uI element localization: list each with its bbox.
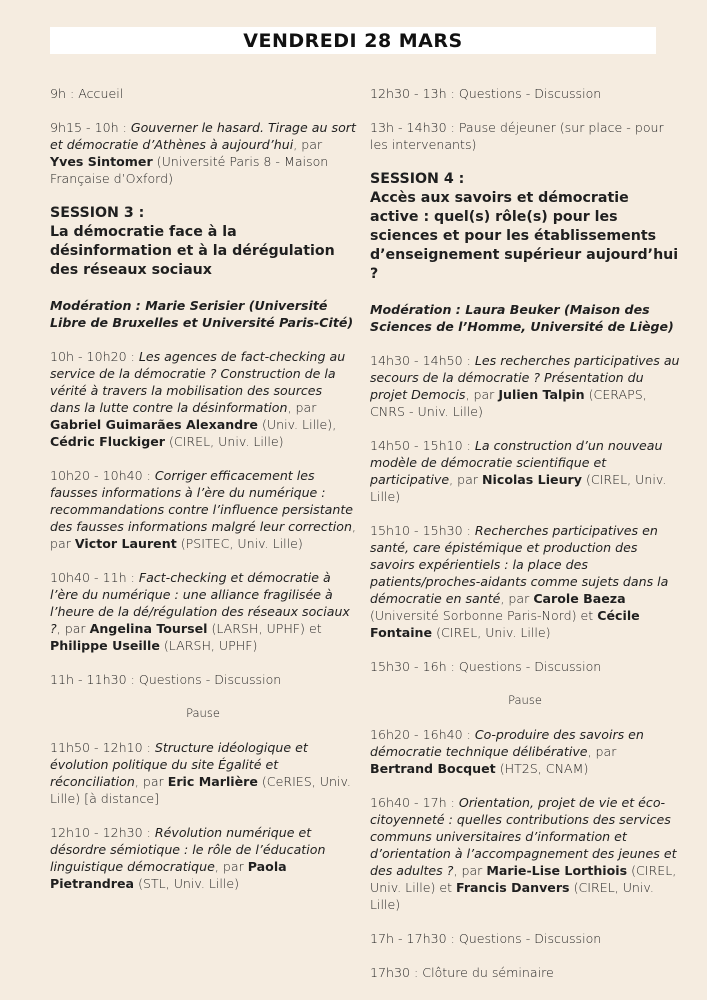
program-item: 12h10 - 12h30 : Révolution numérique et désordre sémiotique : le rôle de l’éducation linguistique démocratique, par Paola Pietrandrea (STL, Univ. Lille) bbox=[50, 825, 326, 891]
program-item: 16h40 - 17h : Orientation, projet de vie et éco-citoyenneté : quelles contributions des services communs universitaires d’information et d’orientation à l’accompagnement des jeunes et des adultes ?, par Marie-Lise Lorthiois (CIREL, Univ. Lille) et Francis Danvers (CIREL, Univ. Lille) bbox=[370, 795, 677, 912]
questions-discussion: 15h30 - 16h : Questions - Discussion bbox=[370, 659, 602, 674]
closing: 17h30 : Clôture du séminaire bbox=[370, 965, 554, 980]
program-item: 16h20 - 16h40 : Co-produire des savoirs en démocratie technique délibérative, par Bertrand Bocquet (HT2S, CNAM) bbox=[370, 727, 644, 776]
speaker-name: Angelina Toursel bbox=[89, 621, 208, 636]
questions-discussion: 17h - 17h30 : Questions - Discussion bbox=[370, 931, 602, 946]
speaker-name: Cédric Fluckiger bbox=[50, 434, 165, 449]
questions-discussion: 11h - 11h30 : Questions - Discussion bbox=[50, 672, 282, 687]
lunch-break: 13h - 14h30 : Pause déjeuner (sur place - pour les intervenants) bbox=[370, 120, 664, 152]
session-3-heading: SESSION 3 : La démocratie face à la désinformation et à la dérégulation des réseaux sociaux bbox=[50, 205, 335, 278]
day-header bbox=[50, 27, 656, 54]
right-column bbox=[370, 85, 680, 998]
program-item: 14h30 - 14h50 : Les recherches participatives au secours de la démocratie ? Présentation du projet Democis, par Julien Talpin (CERAPS, CNRS - Univ. Lille) bbox=[370, 353, 680, 419]
speaker-name: Eric Marlière bbox=[167, 774, 258, 789]
speaker-name: Victor Laurent bbox=[74, 536, 177, 551]
speaker-name: Nicolas Lieury bbox=[482, 472, 582, 487]
speaker-name: Bertrand Bocquet bbox=[370, 761, 496, 776]
program-item-accueil: 9h : Accueil bbox=[50, 86, 124, 101]
pause: Pause bbox=[508, 693, 542, 707]
speaker-name: Philippe Useille bbox=[50, 638, 160, 653]
day-title: VENDREDI 28 MARS bbox=[243, 29, 463, 52]
speaker-name: Yves Sintomer bbox=[50, 154, 153, 169]
session-4-heading: SESSION 4 : Accès aux savoirs et démocratie active : quel(s) rôle(s) pour les sciences et pour les établissements d’enseignement supérieur aujourd’hui ? bbox=[370, 171, 679, 282]
moderation: Modération : Marie Serisier (Université Libre de Bruxelles et Université Paris-Cité) bbox=[50, 298, 354, 330]
program-item: 11h50 - 12h10 : Structure idéologique et évolution politique du site Égalité et réconciliation, par Eric Marlière (CeRIES, Univ. Lille) [à distance] bbox=[50, 740, 351, 806]
speaker-name: Marie-Lise Lorthiois bbox=[486, 863, 628, 878]
questions-discussion: 12h30 - 13h : Questions - Discussion bbox=[370, 86, 602, 101]
program-item: 9h15 - 10h : Gouverner le hasard. Tirage au sort et démocratie d’Athènes à aujourd’hui, par Yves Sintomer (Université Paris 8 - Maison Française d’Oxford) bbox=[50, 120, 356, 186]
program-item: 10h20 - 10h40 : Corriger efficacement les fausses informations à l’ère du numérique : recommandations contre l’influence persistante des fausses informations malgré leur correction, par Victor Laurent (PSITEC, Univ. Lille) bbox=[50, 468, 356, 551]
speaker-name: Carole Baeza bbox=[533, 591, 626, 606]
speaker-name: Gabriel Guimarães Alexandre bbox=[50, 417, 258, 432]
pause: Pause bbox=[186, 706, 220, 720]
speaker-name: Paola Pietrandrea bbox=[50, 859, 287, 891]
program-item: 10h - 10h20 : Les agences de fact-checking au service de la démocratie ? Construction de la vérité à travers la mobilisation des sources dans la lutte contre la désinformation, par Gabriel Guimarães Alexandre (Univ. Lille), Cédric Fluckiger (CIREL, Univ. Lille) bbox=[50, 349, 346, 449]
speaker-name: Julien Talpin bbox=[498, 387, 585, 402]
speaker-name: Cécile Fontaine bbox=[370, 608, 640, 640]
moderation: Modération : Laura Beuker (Maison des Sciences de l’Homme, Université de Liège) bbox=[370, 302, 674, 334]
left-column bbox=[50, 85, 356, 909]
program-item: 10h40 - 11h : Fact-checking et démocratie à l’ère du numérique : une alliance fragilisée à l’heure de la dé/régulation des réseaux sociaux ?, par Angelina Toursel (LARSH, UPHF) et Philippe Useille (LARSH, UPHF) bbox=[50, 570, 350, 653]
program-item: 15h10 - 15h30 : Recherches participatives en santé, care épistémique et production des savoirs expérientiels : la place des patients/proches-aidants comme sujets dans la démocratie en santé, par Carole Baeza (Université Sorbonne Paris-Nord) et Cécile Fontaine (CIREL, Univ. Lille) bbox=[370, 523, 669, 640]
speaker-name: Francis Danvers bbox=[456, 880, 570, 895]
program-item: 14h50 - 15h10 : La construction d’un nouveau modèle de démocratie scientifique et participative, par Nicolas Lieury (CIREL, Univ. Lille) bbox=[370, 438, 667, 504]
